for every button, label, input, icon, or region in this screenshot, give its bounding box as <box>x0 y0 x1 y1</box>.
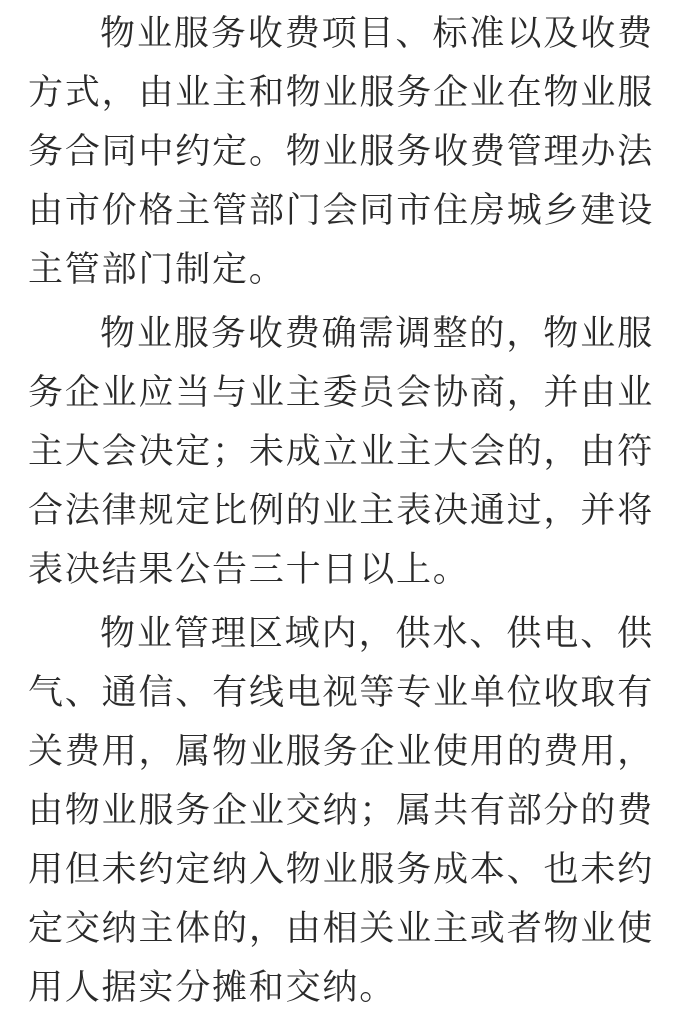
document-body <box>28 0 654 1018</box>
paragraph-utility-fees: 物业管理区域内，供水、供电、供气、通信、有线电视等专业单位收取有关费用，属物业服务企业使用的费用，由物业服务企业交纳；属共有部分的费用但未约定纳入物业服务成本、也未约定交纳主体的，由相关业主或者物业使用人据实分摊和交纳。 <box>28 614 654 1008</box>
paragraph-fee-adjustment: 物业服务收费确需调整的，物业服务企业应当与业主委员会协商，并由业主大会决定；未成立业主大会的，由符合法律规定比例的业主表决通过，并将表决结果公告三十日以上。 <box>28 314 654 590</box>
paragraph-fee-items: 物业服务收费项目、标准以及收费方式，由业主和物业服务企业在物业服务合同中约定。物业服务收费管理办法由市价格主管部门会同市住房城乡建设主管部门制定。 <box>28 14 654 290</box>
